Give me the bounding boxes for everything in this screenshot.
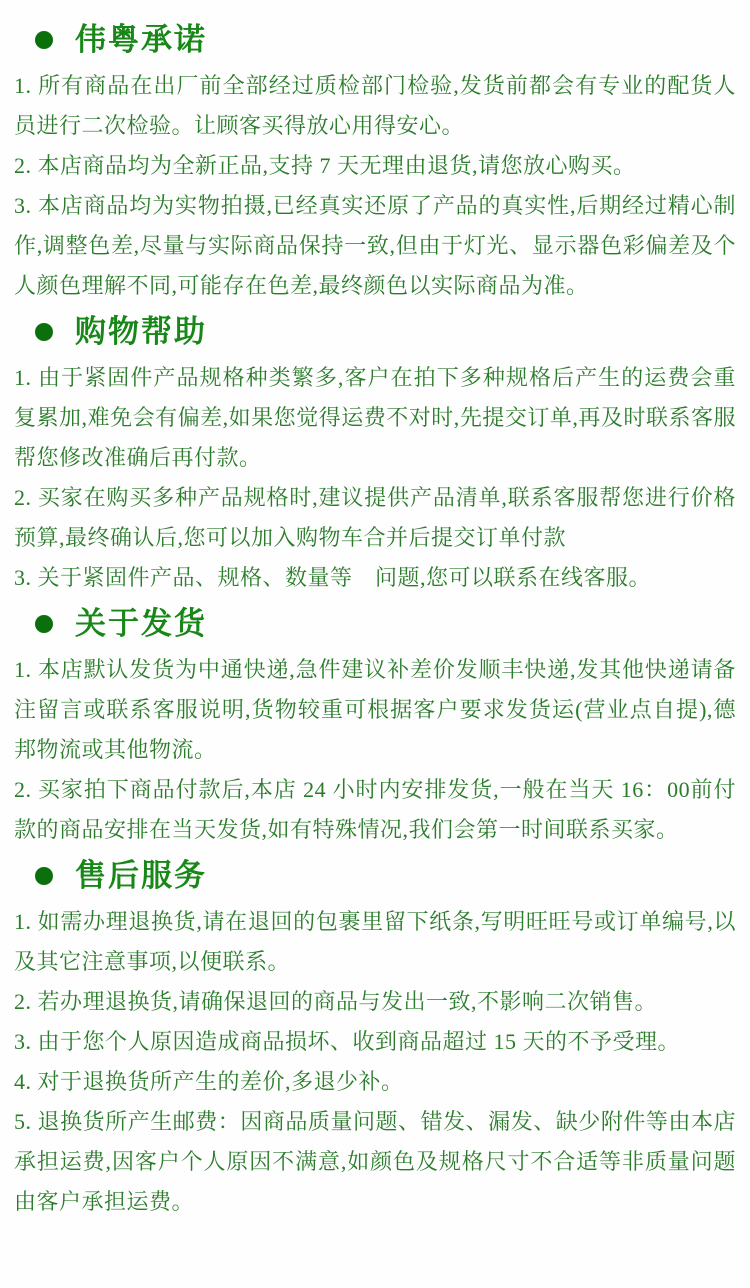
section-title: 关于发货 <box>75 606 207 641</box>
list-item: 1. 所有商品在出厂前全部经过质检部门检验,发货前都会有专业的配货人员进行二次检验。让顾客买得放心用得安心。 <box>14 73 736 138</box>
section-shopping-help <box>14 306 736 598</box>
section-after-sales <box>14 850 736 1222</box>
section-heading-shopping-help <box>35 306 736 358</box>
list-item: 1. 由于紧固件产品规格种类繁多,客户在拍下多种规格后产生的运费会重复累加,难免会有偏差,如果您觉得运费不对时,先提交订单,再及时联系客服帮您修改准确后再付款。 <box>14 365 736 470</box>
section-title: 购物帮助 <box>75 314 207 349</box>
list-item: 4. 对于退换货所产生的差价,多退少补。 <box>14 1069 404 1094</box>
section-shipping <box>14 598 736 850</box>
list-item: 2. 买家在购买多种产品规格时,建议提供产品清单,联系客服帮您进行价格预算,最终确认后,您可以加入购物车合并后提交订单付款 <box>14 485 736 550</box>
section-heading-promise <box>35 14 736 66</box>
bullet-icon <box>35 323 53 341</box>
list-item: 1. 如需办理退换货,请在退回的包裹里留下纸条,写明旺旺号或订单编号,以及其它注意事项,以便联系。 <box>14 909 736 974</box>
list-item: 3. 本店商品均为实物拍摄,已经真实还原了产品的真实性,后期经过精心制作,调整色差,尽量与实际商品保持一致,但由于灯光、显示器色彩偏差及个人颜色理解不同,可能存在色差,最终颜色以实际商品为准。 <box>14 193 736 298</box>
bullet-icon <box>35 31 53 49</box>
bullet-icon <box>35 867 53 885</box>
section-promise <box>14 14 736 306</box>
list-item: 3. 由于您个人原因造成商品损坏、收到商品超过 15 天的不予受理。 <box>14 1029 681 1054</box>
section-title: 伟粤承诺 <box>75 22 207 57</box>
list-item: 2. 若办理退换货,请确保退回的商品与发出一致,不影响二次销售。 <box>14 989 658 1014</box>
section-heading-shipping <box>35 598 736 650</box>
list-item: 3. 关于紧固件产品、规格、数量等 问题,您可以联系在线客服。 <box>14 565 652 590</box>
list-item: 5. 退换货所产生邮费：因商品质量问题、错发、漏发、缺少附件等由本店承担运费,因客户个人原因不满意,如颜色及规格尺寸不合适等非质量问题由客户承担运费。 <box>14 1109 736 1214</box>
bullet-icon <box>35 615 53 633</box>
list-item: 1. 本店默认发货为中通快递,急件建议补差价发顺丰快递,发其他快递请备注留言或联系客服说明,货物较重可根据客户要求发货运(营业点自提),德邦物流或其他物流。 <box>14 657 736 762</box>
list-item: 2. 买家拍下商品付款后,本店 24 小时内安排发货,一般在当天 16：00前付款的商品安排在当天发货,如有特殊情况,我们会第一时间联系买家。 <box>14 777 736 842</box>
section-title: 售后服务 <box>75 858 207 893</box>
list-item: 2. 本店商品均为全新正品,支持 7 天无理由退货,请您放心购买。 <box>14 153 636 178</box>
section-heading-after-sales <box>35 850 736 902</box>
